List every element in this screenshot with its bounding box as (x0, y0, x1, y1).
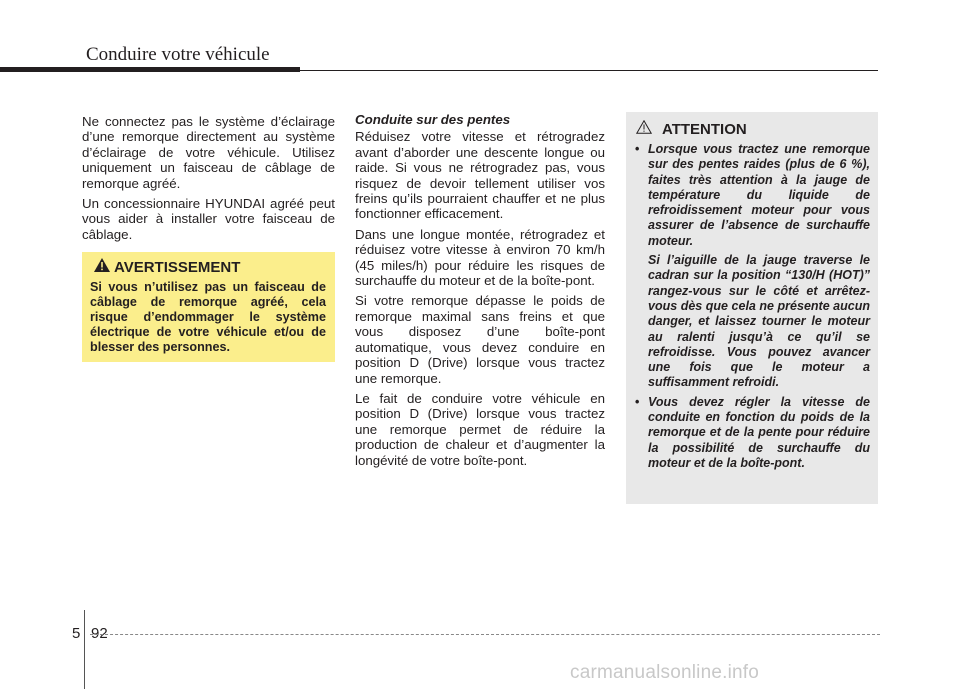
attention-item-text: Lorsque vous tractez une remorque sur des pentes raides (plus de 6 %), faites très attention à la jauge de température du liquide de refroidissement moteur pour vous assurer de l’absence de surchauffe moteur. (648, 142, 870, 248)
page-number: 92 (91, 625, 108, 642)
attention-box (626, 112, 878, 504)
paragraph-drive: Le fait de conduire votre véhicule en position D (Drive) lorsque vous tractez une remorque permet de réduire la production de chaleur et d’augmenter la longévité de votre boîte-pont. (355, 390, 605, 468)
warning-title: AVERTISSEMENT (114, 259, 241, 276)
attention-item-subtext: Si l’aiguille de la jauge traverse le cadran sur la position “130/H (HOT)” rangez-vous sur le côté et arrêtez-vous dès que cela ne présente aucun danger, et laissez tourner le moteur au ralenti jusqu’à ce qu’il se refroidisse. Vous pouvez avancer une fois que le moteur a suffisamment refroidi. (648, 253, 870, 390)
paragraph-automatic: Si votre remorque dépasse le poids de remorque maximal sans freins et que vous disposez d’une boîte-pont automatique, vous devez conduire en position D (Drive) lorsque vous tractez une remorque. (355, 293, 605, 386)
warning-header (94, 258, 240, 276)
column-left (82, 114, 335, 247)
chapter-number: 5 (72, 625, 81, 642)
header-bar (0, 67, 300, 72)
attention-header (636, 120, 747, 138)
warning-triangle-icon (94, 258, 110, 276)
attention-title: ATTENTION (662, 121, 747, 138)
column-middle (355, 112, 605, 473)
paragraph-climb: Dans une longue montée, rétrogradez et réduisez votre vitesse à environ 70 km/h (45 miles/h) pour réduire les risques de surchauffe du moteur et de la boîte-pont. (355, 226, 605, 289)
page-header-title: Conduire votre véhicule (86, 44, 270, 65)
paragraph-descent: Réduisez votre vitesse et rétrogradez avant d’aborder une descente longue ou raide. Si vous ne rétrogradez pas, vous risquez de devoir tellement utiliser vos freins qu’ils pourraient chauffer et ne plus fonctionner efficacement. (355, 129, 605, 222)
warning-body: Si vous n’utilisez pas un faisceau de câblage de remorque agréé, cela risque d’endommager le système électrique de votre véhicule et/ou de blesser des personnes. (90, 280, 326, 354)
attention-list (634, 142, 870, 475)
footer-dotted-rule (90, 634, 880, 635)
warning-box (82, 252, 335, 362)
watermark: carmanualsonline.info (570, 662, 760, 683)
header-rule (300, 70, 878, 71)
attention-item (634, 395, 870, 471)
caution-triangle-icon (636, 120, 652, 138)
attention-item-text: Vous devez régler la vitesse de conduite en fonction du poids de la remorque et de la pente pour réduire la possibilité de surchauffe du moteur et de la boîte-pont. (648, 394, 870, 470)
paragraph-dealer: Un concessionnaire HYUNDAI agréé peut vous aider à installer votre faisceau de câblage. (82, 196, 335, 242)
page-number-divider (84, 610, 85, 689)
paragraph-wiring: Ne connectez pas le système d’éclairage d’une remorque directement au système d’éclairage de votre véhicule. Utilisez uniquement un faisceau de câblage de remorque agréé. (82, 114, 335, 191)
attention-item (634, 142, 870, 391)
section-heading: Conduite sur des pentes (355, 112, 511, 127)
